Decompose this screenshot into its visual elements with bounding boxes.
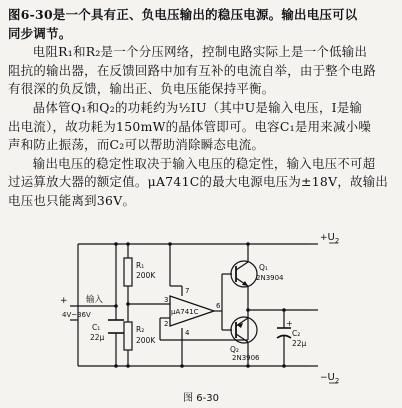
text-line: 电压也只能离到36V。 bbox=[8, 192, 136, 208]
c2-polarity: + bbox=[286, 319, 293, 328]
text-line: 电阻R₁和R₂是一个分压网络，控制电路实际上是一个低输出 bbox=[32, 44, 368, 60]
figure-caption: 图 6-30 bbox=[183, 393, 219, 404]
text-line: 有很深的负反馈，输出正、负电压能保持平衡。 bbox=[8, 81, 275, 97]
pin-4-label: 4 bbox=[185, 329, 190, 337]
input-plus-sign: + bbox=[60, 296, 68, 306]
q2-part: 2N3906 bbox=[232, 354, 260, 362]
text-line: 晶体管Q₁和Q₂的功耗约为½IU（其中U是输入电压，I是输 bbox=[32, 99, 363, 115]
q1-transistor bbox=[231, 261, 257, 287]
r1-value: 200K bbox=[136, 271, 156, 280]
pin-6-label: 6 bbox=[216, 302, 221, 310]
q2-transistor bbox=[231, 317, 257, 343]
text-line: 输出电压的稳定性取决于输入电压的稳定性，输入电压不可超 bbox=[32, 155, 376, 171]
out-plus-label: $+U_2$ bbox=[320, 232, 340, 245]
r1-label: R₁ bbox=[136, 261, 145, 270]
opamp-label: μA741C bbox=[171, 308, 199, 316]
pin-2-label: 2 bbox=[164, 320, 169, 328]
r2-resistor bbox=[124, 322, 132, 350]
c1-value: 22μ bbox=[90, 333, 105, 342]
c2-label: C₂ bbox=[292, 329, 301, 338]
text-line: 阻抗的输出器，在反馈回路中加有互补的电流自举，由于整个电路 bbox=[8, 62, 377, 78]
text-line: 图6-30是一个具有正、负电压输出的稳压电源。输出电压可以 bbox=[8, 7, 358, 22]
input-range-label: 4V~36V bbox=[62, 311, 91, 319]
q1-part: 2N3904 bbox=[256, 274, 284, 282]
text-line: 出电流），故功耗为150mW的晶体管即可。电容C₁是用来减小噪 bbox=[8, 118, 372, 134]
r2-label: R₂ bbox=[136, 325, 145, 334]
text-line: 过运算放大器的额定值。μA741C的最大电源电压为±18V，故输出 bbox=[8, 174, 389, 190]
c1-label: C₁ bbox=[92, 323, 101, 332]
r2-value: 200K bbox=[136, 336, 156, 345]
q1-label: Q₁ bbox=[259, 263, 268, 272]
q2-label: Q₂ bbox=[230, 345, 239, 354]
c1-capacitor bbox=[108, 320, 124, 333]
r1-resistor bbox=[124, 258, 132, 286]
c2-value: 22μ bbox=[292, 339, 307, 348]
input-label: 输入 bbox=[86, 295, 104, 305]
text-line: 同步调节。 bbox=[8, 25, 72, 41]
pin-3-label: 3 bbox=[164, 296, 169, 304]
text-line: 声和防止振荡，而C₂可以帮助消除瞬态电流。 bbox=[8, 137, 265, 153]
pin-7-label: 7 bbox=[185, 287, 190, 295]
out-minus-label: $-U_2$ bbox=[320, 372, 340, 385]
